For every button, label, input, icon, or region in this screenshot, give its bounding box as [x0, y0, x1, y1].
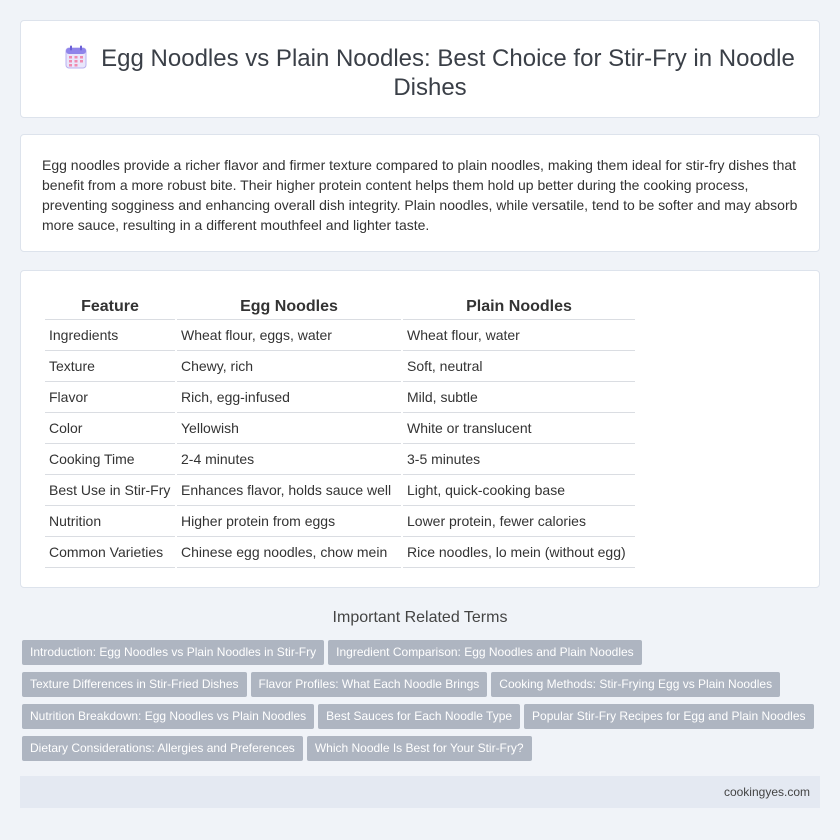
egg-noodles-cell: Higher protein from eggs: [177, 506, 401, 537]
column-header-feature: Feature: [45, 295, 175, 320]
feature-cell: Color: [45, 413, 175, 444]
title-text: Egg Noodles vs Plain Noodles: Best Choice for Stir-Fry in Noodle Dishes: [101, 45, 795, 101]
comparison-table: [43, 295, 637, 568]
column-header-egg-noodles: Egg Noodles: [177, 295, 401, 320]
plain-noodles-cell: Lower protein, fewer calories: [403, 506, 635, 537]
feature-cell: Ingredients: [45, 320, 175, 351]
table-row: [45, 320, 635, 351]
egg-noodles-cell: Wheat flour, eggs, water: [177, 320, 401, 351]
related-term-tag[interactable]: Ingredient Comparison: Egg Noodles and Plain Noodles: [328, 640, 642, 665]
plain-noodles-cell: 3-5 minutes: [403, 444, 635, 475]
footer: [20, 776, 820, 808]
table-row: [45, 382, 635, 413]
table-row: [45, 444, 635, 475]
feature-cell: Flavor: [45, 382, 175, 413]
feature-cell: Best Use in Stir-Fry: [45, 475, 175, 506]
plain-noodles-cell: White or translucent: [403, 413, 635, 444]
related-terms-heading: Important Related Terms: [332, 609, 508, 626]
related-term-tag[interactable]: Texture Differences in Stir-Fried Dishes: [22, 672, 247, 697]
header-card: [20, 20, 820, 118]
table-row: [45, 475, 635, 506]
intro-card: [20, 134, 820, 252]
table-header-row: [45, 295, 635, 320]
tag-row: [22, 672, 822, 704]
related-term-tag[interactable]: Nutrition Breakdown: Egg Noodles vs Plain Noodles: [22, 704, 314, 729]
egg-noodles-cell: Chewy, rich: [177, 351, 401, 382]
related-term-tag[interactable]: Popular Stir-Fry Recipes for Egg and Plain Noodles: [524, 704, 813, 729]
calendar-icon: [65, 45, 87, 69]
plain-noodles-cell: Soft, neutral: [403, 351, 635, 382]
tag-row: [22, 704, 822, 736]
egg-noodles-cell: 2-4 minutes: [177, 444, 401, 475]
column-header-plain-noodles: Plain Noodles: [403, 295, 635, 320]
egg-noodles-cell: Rich, egg-infused: [177, 382, 401, 413]
related-term-tag[interactable]: Best Sauces for Each Noodle Type: [318, 704, 520, 729]
related-term-tag[interactable]: Introduction: Egg Noodles vs Plain Noodles in Stir-Fry: [22, 640, 324, 665]
comparison-card: [20, 270, 820, 588]
related-term-tag[interactable]: Flavor Profiles: What Each Noodle Brings: [251, 672, 488, 697]
plain-noodles-cell: Wheat flour, water: [403, 320, 635, 351]
plain-noodles-cell: Light, quick-cooking base: [403, 475, 635, 506]
table-row: [45, 351, 635, 382]
table-row: [45, 413, 635, 444]
footer-site-link[interactable]: cookingyes.com: [723, 785, 810, 799]
plain-noodles-cell: Mild, subtle: [403, 382, 635, 413]
related-term-tag[interactable]: Which Noodle Is Best for Your Stir-Fry?: [307, 736, 532, 761]
feature-cell: Texture: [45, 351, 175, 382]
table-row: [45, 506, 635, 537]
feature-cell: Cooking Time: [45, 444, 175, 475]
related-term-tag[interactable]: Cooking Methods: Stir-Frying Egg vs Plain Noodles: [491, 672, 780, 697]
related-terms-list: [22, 640, 822, 768]
egg-noodles-cell: Chinese egg noodles, chow mein: [177, 537, 401, 568]
intro-paragraph: Egg noodles provide a richer flavor and firmer texture compared to plain noodles, making them ideal for stir-fry dishes that benefit from a more robust bite. Their higher protein content helps them hold up better during the cooking process, preventing sogginess and enhancing overall dish integrity. Plain noodles, while versatile, tend to be softer and may absorb more sauce, resulting in a different mouthfeel and lighter taste.: [42, 157, 798, 233]
page-title: [61, 44, 799, 102]
tag-row: [22, 640, 822, 672]
feature-cell: Nutrition: [45, 506, 175, 537]
table-row: [45, 537, 635, 568]
tag-row: [22, 736, 822, 768]
egg-noodles-cell: Yellowish: [177, 413, 401, 444]
feature-cell: Common Varieties: [45, 537, 175, 568]
plain-noodles-cell: Rice noodles, lo mein (without egg): [403, 537, 635, 568]
related-term-tag[interactable]: Dietary Considerations: Allergies and Preferences: [22, 736, 303, 761]
egg-noodles-cell: Enhances flavor, holds sauce well: [177, 475, 401, 506]
